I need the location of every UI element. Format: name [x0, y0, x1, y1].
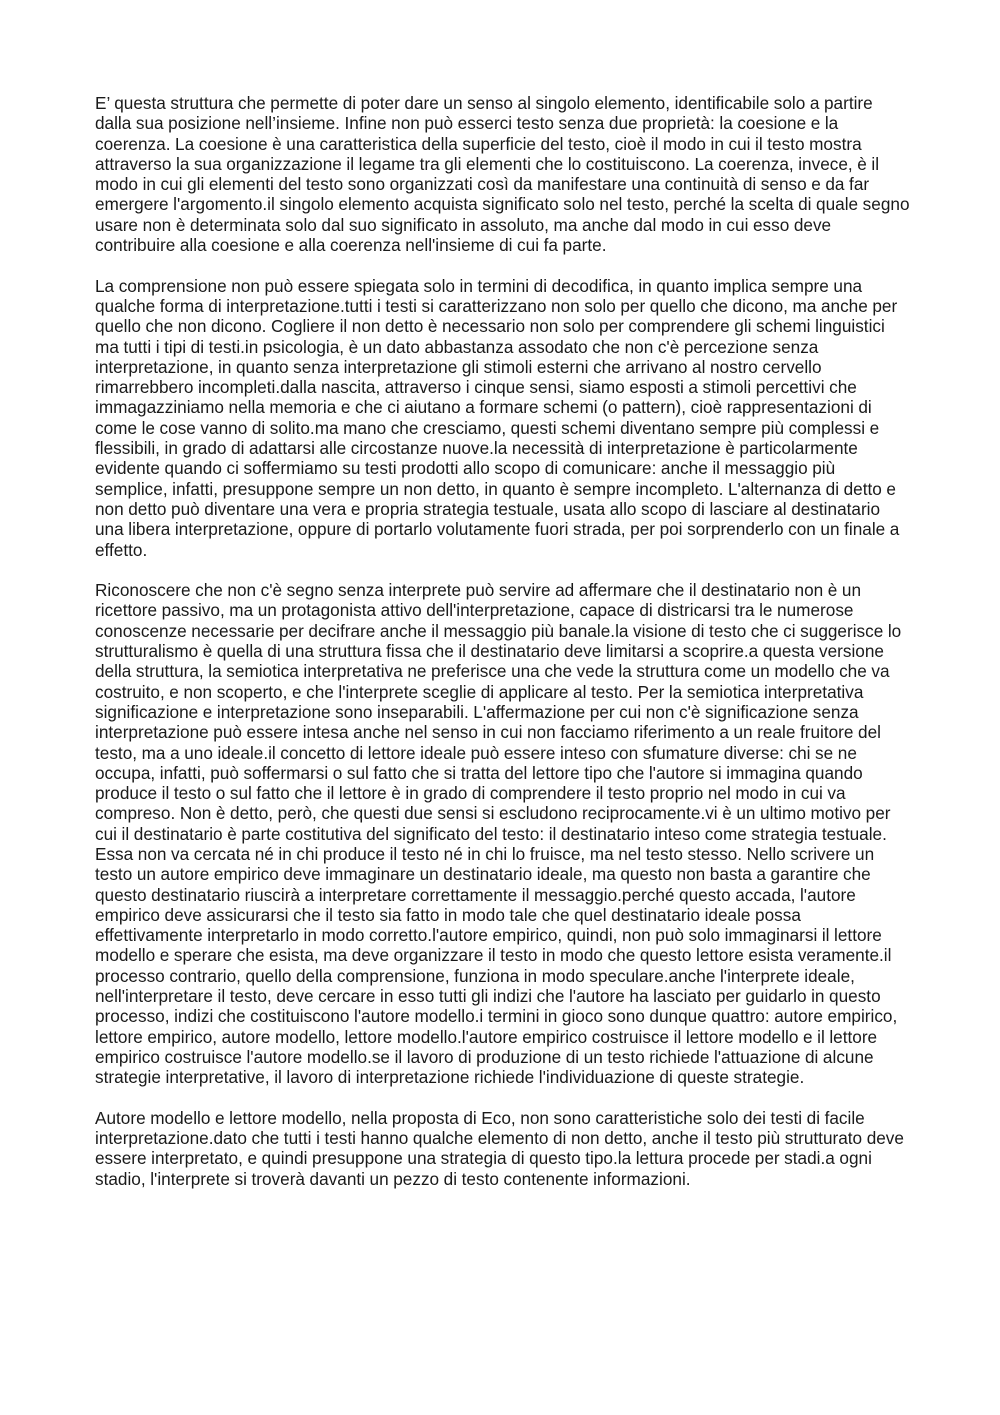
- paragraph-1: E’ questa struttura che permette di poter dare un senso al singolo elemento, identificabile solo a partire dalla sua posizione nell’insieme. Infine non può esserci testo senza due proprietà: la coesione e la coerenza. La coesione è una caratteristica della superficie del testo, cioè il modo in cui il testo mostra attraverso la sua organizzazione il legame tra gli elementi che lo costituiscono. La coerenza, invece, è il modo in cui gli elementi del testo sono organizzati così da manifestare una continuità di senso e da far emergere l'argomento.il singolo elemento acquista significato solo nel testo, perché la scelta di quale segno usare non è determinata solo dal suo significato in assoluto, ma anche dal modo in cui esso deve contribuire alla coesione e alla coerenza nell'insieme di cui fa parte.: [95, 93, 910, 256]
- paragraph-2: La comprensione non può essere spiegata solo in termini di decodifica, in quanto implica sempre una qualche forma di interpretazione.tutti i testi si caratterizzano non solo per quello che dicono, ma anche per quello che non dicono. Cogliere il non detto è necessario non solo per comprendere gli schemi linguistici ma tutti i tipi di testi.in psicologia, è un dato abbastanza assodato che non c'è percezione senza interpretazione, in quanto senza interpretazione gli stimoli esterni che arrivano al nostro cervello rimarrebbero incompleti.dalla nascita, attraverso i cinque sensi, siamo esposti a stimoli percettivi che immagazziniamo nella memoria e che ci aiutano a formare schemi (o pattern), cioè rappresentazioni di come le cose vanno di solito.ma mano che cresciamo, questi schemi diventano sempre più complessi e flessibili, in grado di adattarsi alle circostanze nuove.la necessità di interpretazione è particolarmente evidente quando ci soffermiamo su testi prodotti allo scopo di comunicare: anche il messaggio più semplice, infatti, presuppone sempre un non detto, in quanto è sempre incompleto. L'alternanza di detto e non detto può diventare una vera e propria strategia testuale, usata allo scopo di lasciare al destinatario una libera interpretazione, oppure di portarlo volutamente fuori strada, per poi sorprenderlo con un finale a effetto.: [95, 275, 900, 560]
- document-body: [95, 93, 910, 1209]
- paragraph-4: Autore modello e lettore modello, nella proposta di Eco, non sono caratteristiche solo dei testi di facile interpretazione.dato che tutti i testi hanno qualche elemento di non detto, anche il testo più strutturato deve essere interpretato, e quindi presuppone una strategia di questo tipo.la lettura procede per stadi.a ogni stadio, l'interprete si troverà davanti un pezzo di testo contenente informazioni.: [95, 1107, 904, 1189]
- paragraph-3: Riconoscere che non c'è segno senza interprete può servire ad affermare che il destinatario non è un ricettore passivo, ma un protagonista attivo dell'interpretazione, capace di districarsi tra le numerose conoscenze necessarie per decifrare anche il messaggio più banale.la visione di testo che ci suggerisce lo strutturalismo è quella di una struttura fissa che il destinatario deve limitarsi a scoprire.a questa versione della struttura, la semiotica interpretativa ne preferisce una che vede la struttura come un modello che va costruito, e non scoperto, e che l'interprete sceglie di applicare al testo. Per la semiotica interpretativa significazione e interpretazione sono inseparabili. L'affermazione per cui non c'è significazione senza interpretazione può essere intesa anche nel senso in cui non facciamo riferimento a un reale fruitore del testo, ma a uno ideale.il concetto di lettore ideale può essere inteso con sfumature diverse: chi se ne occupa, infatti, può soffermarsi o sul fatto che si tratta del lettore tipo che l'autore si immagina quando produce il testo o sul fatto che il lettore è in grado di comprendere il testo proprio nel modo in cui va compreso. Non è detto, però, che questi due sensi si escludono reciprocamente.vi è un ultimo motivo per cui il destinatario è parte costitutiva del significato del testo: il destinatario inteso come strategia testuale. Essa non va cercata né in chi produce il testo né in chi lo fruisce, ma nel testo stesso. Nello scrivere un testo un autore empirico deve immaginare un destinatario ideale, ma questo non basta a garantire che questo destinatario riuscirà a interpretare correttamente il messaggio.perché questo accada, l'autore empirico deve assicurarsi che il testo sia fatto in modo tale che quel destinatario ideale possa effettivamente interpretarlo in modo corretto.l'autore empirico, quindi, non può solo immaginarsi il lettore modello e sperare che esista, ma deve organizzare il testo in modo che questo lettore esista veramente.il processo contrario, quello della comprensione, funziona in modo speculare.anche l'interprete ideale, nell'interpretare il testo, deve cercare in esso tutti gli indizi che l'autore ha lasciato per guidarlo in questo processo, indizi che costituiscono l'autore modello.i termini in gioco sono dunque quattro: autore empirico, lettore empirico, autore modello, lettore modello.l'autore empirico costruisce il lettore modello e il lettore empirico costruisce l'autore modello.se il lavoro di produzione di un testo richiede l'attuazione di alcune strategie interpretative, il lavoro di interpretazione richiede l'individuazione di queste strategie.: [95, 580, 902, 1088]
